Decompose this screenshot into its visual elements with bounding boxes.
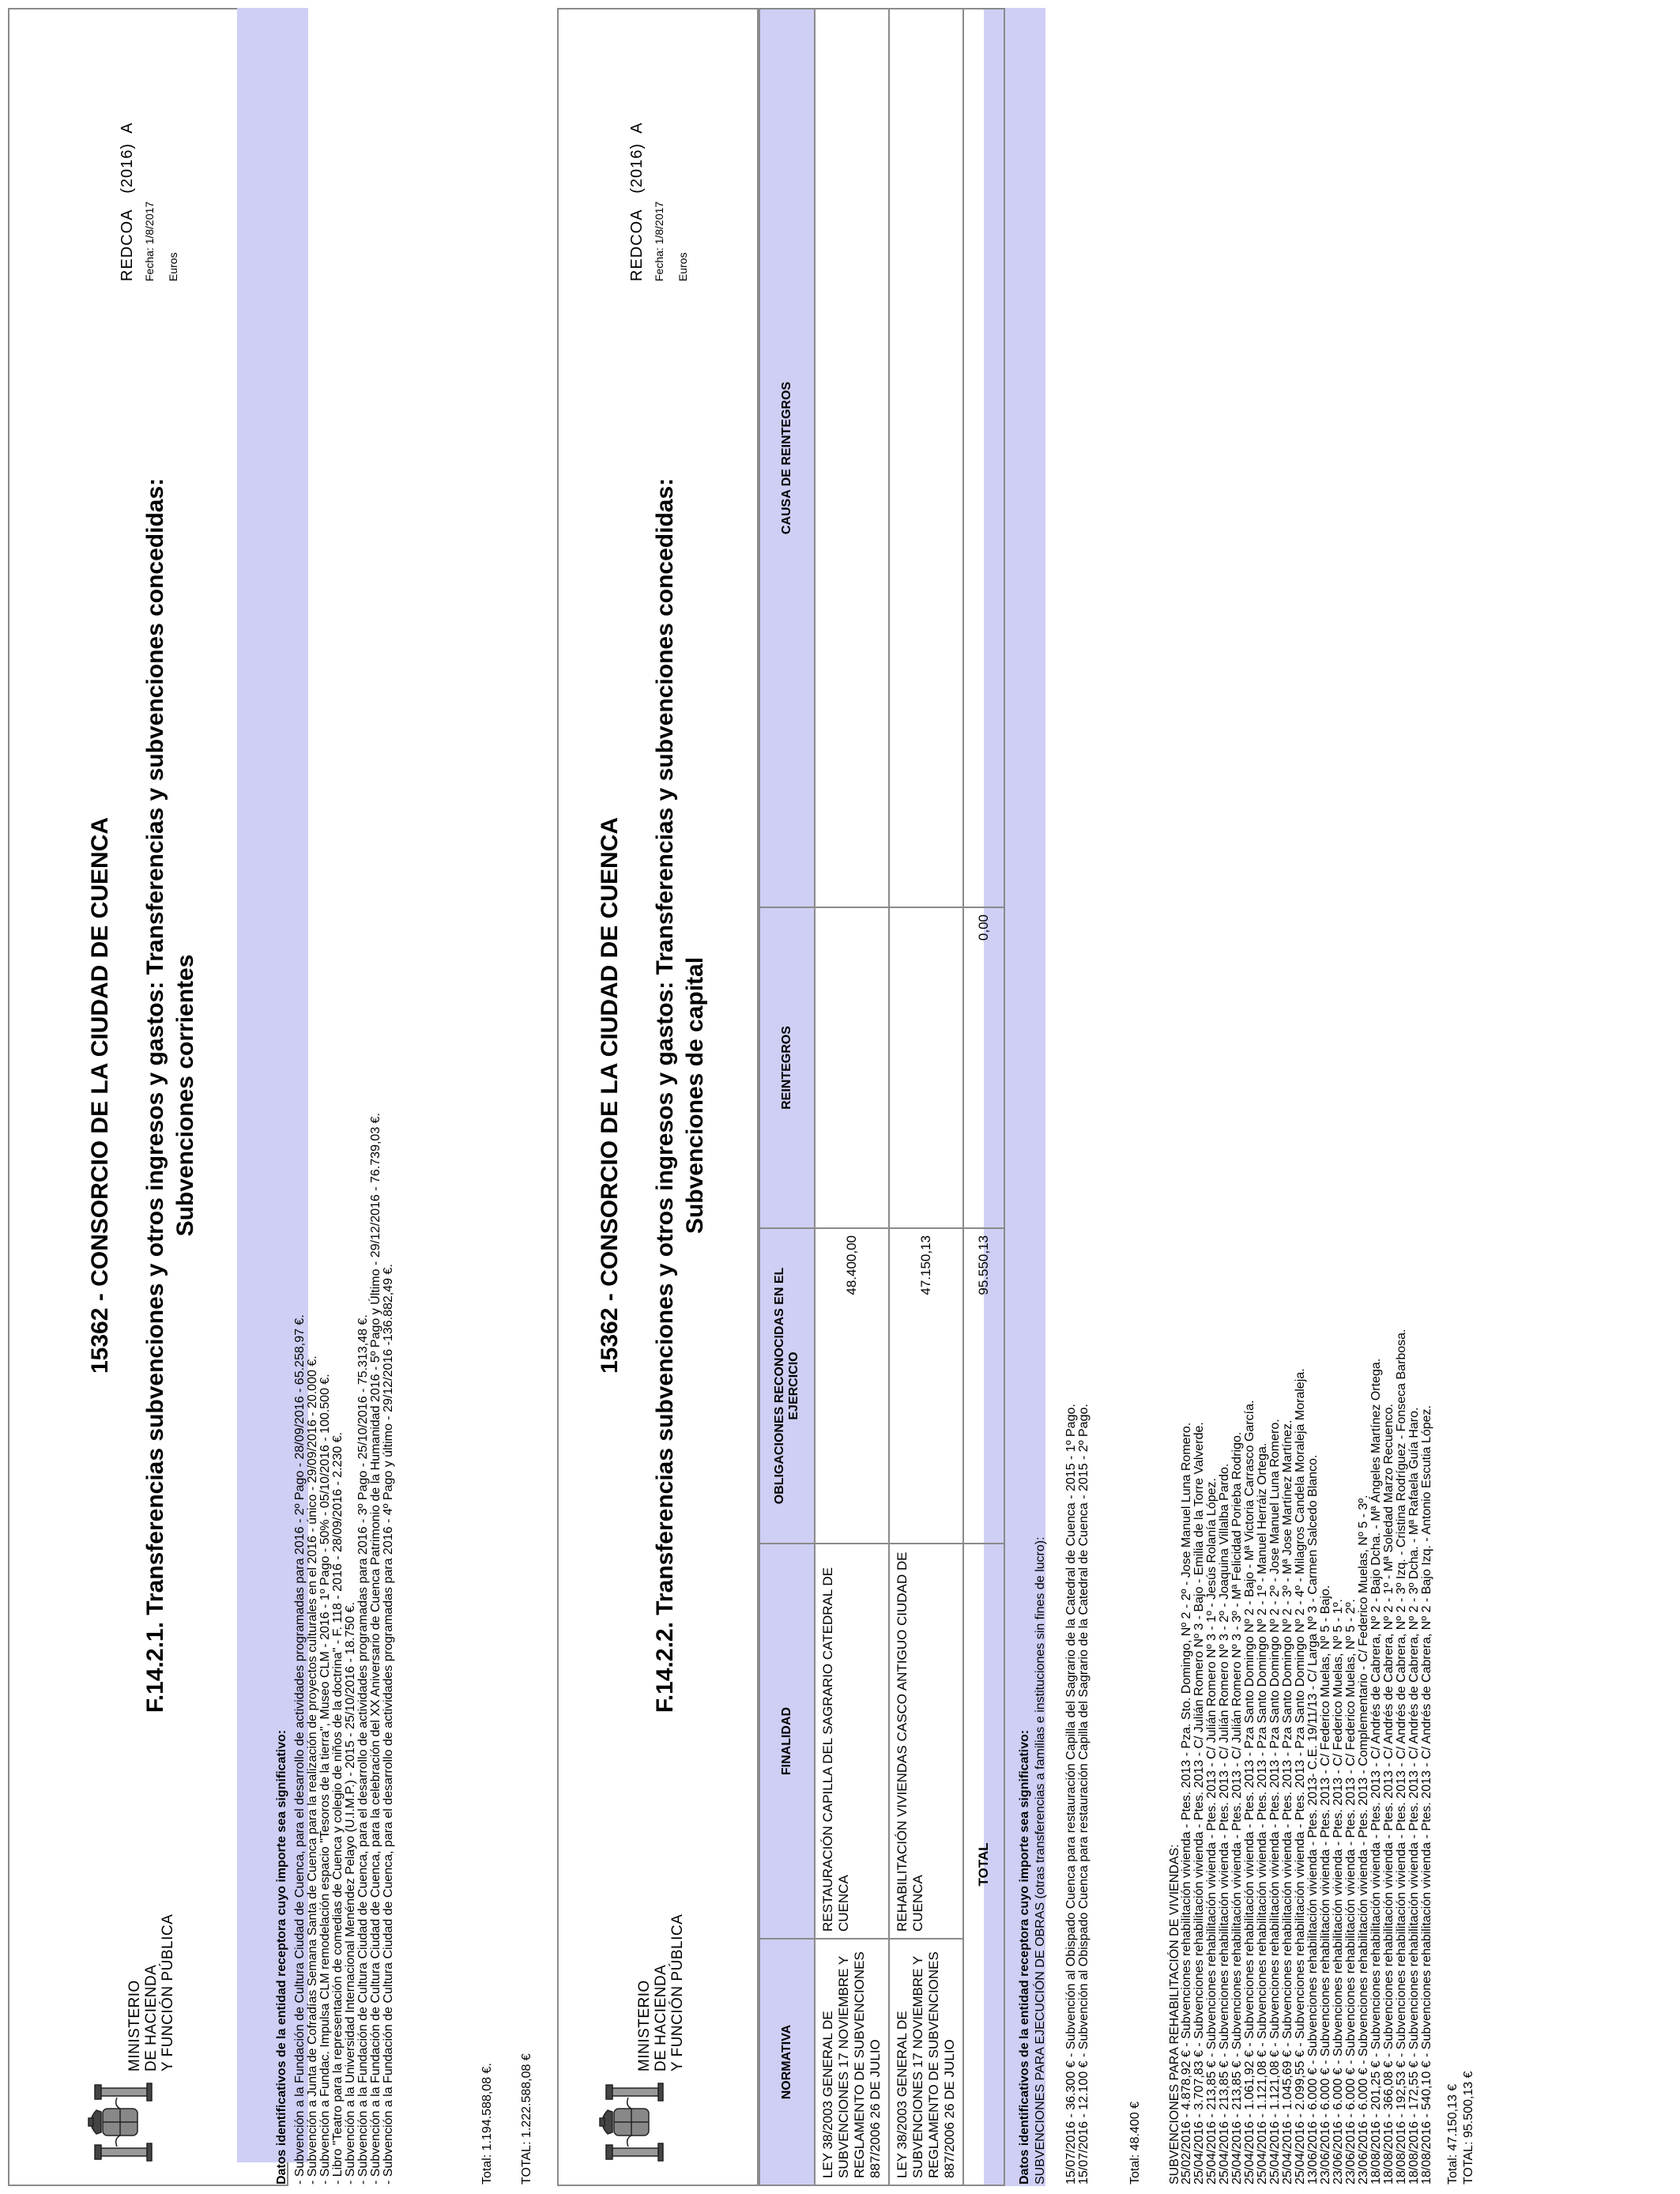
total-reintegros: 0,00 — [963, 907, 1004, 1228]
cell-obligaciones: 48.400,00 — [815, 1228, 889, 1544]
section1-item: - Subvención a la Universidad Internacional Menéndez Pelayo (U.I.M.P.) - 2015 - 25/10/2016 - 18.750 €. — [344, 1601, 357, 2185]
section1-grand-total: TOTAL: 1.222.588,08 € — [520, 2053, 533, 2185]
total-label: TOTAL — [963, 1544, 1004, 2185]
section2-receptor-heading: Datos identificativos de la entidad receptora cuyo importe sea significativo: — [1018, 1729, 1031, 2185]
section2-title-line2: Subvenciones de capital — [682, 956, 708, 1235]
viviendas-item: 18/08/2016 - 201,25 € - Subvenciones rehabilitación vivienda - Ptes. 2013 - C/ Andrés de Cabrera, Nº 2 - Bajo Dcha. - Mª Ángeles Martínez Ortega. — [1369, 1358, 1383, 2185]
section1-code: REDCOA — [119, 209, 136, 281]
section2-viviendas-heading: SUBVENCIONES PARA REHABILITACIÓN DE VIVIENDAS: — [1168, 1844, 1181, 2185]
section2-obras-items — [1065, 1404, 1090, 2185]
subvenciones-capital-table — [759, 8, 1005, 2186]
cell-reintegros — [815, 907, 889, 1228]
spain-coat-of-arms-icon — [85, 2079, 156, 2166]
ministry-line-3: Y FUNCIÓN PÚBLICA — [669, 1913, 686, 2071]
ministry-name — [126, 1914, 176, 2071]
section2-code-line — [628, 123, 646, 281]
viviendas-item: 18/08/2016 - 540,10 € - Subvenciones rehabilitación vivienda - Ptes. 2013 - C/ Andrés de Cabrera, Nº 2 - Bajo Izq. - Antonio Escutia López. — [1420, 1405, 1433, 2185]
table-row — [889, 9, 963, 2185]
viviendas-item: 13/06/2016 - 6.000 € - Subvenciones rehabilitación vivienda - Ptes. 2013- C.E. 19/11/13 - C/ Larga Nº 3 - Carmen Salcedo Blanco. — [1306, 1454, 1320, 2185]
section2-viviendas-total: Total: 47.150,13 € — [1446, 2083, 1460, 2185]
col-obligaciones: OBLIGACIONES RECONOCIDAS EN EL EJERCICIO — [759, 1228, 815, 1544]
section2-obras-total: Total: 48.400 € — [1128, 2102, 1142, 2185]
section1-title-line1: F.14.2.1. Transferencias subvenciones y otros ingresos y gastos: Transferencias y subvenciones concedidas: — [142, 477, 168, 1713]
col-finalidad: FINALIDAD — [759, 1544, 815, 1939]
ministry-line-1: MINISTERIO — [636, 1980, 653, 2071]
section2-meta — [628, 123, 691, 281]
table-total-row — [963, 9, 1004, 2185]
col-normativa: NORMATIVA — [759, 1939, 815, 2185]
viviendas-item: 25/04/2016 - 1.061,92 € - Subvenciones rehabilitación vivienda - Ptes. 2013 - Pza Santo Domingo Nº 2 - Bajo - Mª Victoria Carrasco García. — [1243, 1400, 1256, 2185]
viviendas-item: 23/06/2016 - 6.000 € - Subvenciones rehabilitación vivienda - Ptes. 2013 - C/ Federico Muelas, Nº 5 - 1º. — [1332, 1599, 1345, 2185]
section2-title — [650, 368, 710, 1823]
viviendas-item: 18/08/2016 - 192,53 € - Subvenciones rehabilitación vivienda - Ptes. 2013 - C/ Andrés de Cabrera, Nº 2 - 3º Izq. - Cristina Rodríguez - Fonseca Barbosa. — [1395, 1329, 1408, 2185]
section1-title — [141, 368, 201, 1823]
cell-finalidad: RESTAURACIÓN CAPILLA DEL SAGRARIO CATEDRAL DE CUENCA — [815, 1544, 889, 1939]
ministry-name — [636, 1914, 686, 2071]
section2-fecha: Fecha: 1/8/2017 — [653, 201, 665, 281]
col-reintegros: REINTEGROS — [759, 907, 815, 1228]
ministry-line-3: Y FUNCIÓN PÚBLICA — [160, 1913, 176, 2071]
section1-item: - Subvención a la Fundación de Cultura Ciudad de Cuenca, para el desarrollo de actividades programadas para 2016 - 3º Pago - 25/10/2016 - 75.313,48 €. — [356, 1314, 370, 2185]
section2-org-title: 15362 - CONSORCIO DE LA CIUDAD DE CUENCA — [597, 817, 623, 1374]
section1-item: - Subvención a Junta de Cofradías Semana Santa de Cuenca para la realización de proyectos culturales en el 2016 - único - 29/09/2016 - 20.000 €. — [306, 1355, 319, 2185]
cell-reintegros — [889, 907, 963, 1228]
section1-year: (2016) — [119, 142, 136, 194]
ministry-line-2: DE HACIENDA — [143, 1964, 160, 2071]
cell-finalidad: REHABILITACIÓN VIVIENDAS CASCO ANTIGUO CIUDAD DE CUENCA — [889, 1544, 963, 1939]
total-obligaciones: 95.550,13 — [963, 1228, 1004, 1544]
section1-item: - Subvención a la Fundación de Cultura Ciudad de Cuenca, para el desarrollo de actividades programadas para 2016 - 2º Pago - 28/09/2016 - 65.258,97 €. — [293, 1314, 307, 2185]
col-causa: CAUSA DE REINTEGROS — [759, 9, 815, 907]
table-row — [815, 9, 889, 2185]
viviendas-item: 23/06/2016 - 6.000 € - Subvenciones rehabilitación vivienda - Ptes. 2013 - Complementario - C/ Federico Muelas, Nº 5 - 3º. — [1357, 1495, 1370, 2185]
section1-total: Total: 1.194.588,08 €. — [480, 2063, 494, 2185]
section1-title-line2: Subvenciones corrientes — [172, 954, 198, 1237]
section2-year: (2016) — [628, 142, 646, 194]
section2-variant: A — [628, 122, 646, 134]
viviendas-item: 25/04/2016 - 1.121,08 € - Subvenciones rehabilitación vivienda - Ptes. 2013 - Pza Santo Domingo Nº 2 - 2º - Jose Manuel Luna Romero. — [1268, 1419, 1282, 2185]
viviendas-item: 25/04/2016 - 2.099,55 € - Subvenciones rehabilitación vivienda - Ptes. 2013 - Pza Santo Domingo Nº 2 - 4º - Milagros Candela Moraleja Moraleja. — [1294, 1368, 1307, 2185]
section1-code-line — [119, 123, 136, 281]
section1-item: - Subvención a la Fundación de Cultura Ciudad de Cuenca, para la celebración del XX Aniversario de Cuenca Patrimonio de la Humanidad 2016 - 5º Pago y Último - 29/12/2016 - 76.739,03 €. — [369, 1112, 382, 2185]
viviendas-item: 18/08/2016 - 172,55 € - Subvenciones rehabilitación vivienda - Ptes. 2013 - C/ Andrés de Cabrera, Nº 2 - 3º Dcha. - Mª Rafaela Guía Haro. — [1407, 1407, 1421, 2185]
cell-obligaciones: 47.150,13 — [889, 1228, 963, 1544]
section1-receptor-heading: Datos identificativos de la entidad receptora cuyo importe sea significativo: — [275, 1729, 288, 2185]
section1-org-title: 15362 - CONSORCIO DE LA CIUDAD DE CUENCA — [87, 817, 113, 1374]
viviendas-item: 25/02/2016 - 4.878,92 € - Subvenciones rehabilitación vivienda - Ptes. 2013 - Pza. Sto. Domingo, Nº 2 - 2º - Jose Manuel Luna Romero. — [1180, 1422, 1193, 2185]
obras-item: 15/07/2016 - 36.300 € - Subvención al Obispado Cuenca para restauración Capilla del Sagrario de la Catedral de Cuenca - 2015 - 1º Pago. — [1064, 1404, 1078, 2185]
ministry-line-2: DE HACIENDA — [653, 1964, 669, 2071]
section1-unit: Euros — [167, 252, 179, 281]
section1-item: - Libro "Teatro para la representación de comedias de Cuenca y colegio de niños de la doctrina" - F. 118 - 2016 - 28/09/2016 - 2.230 €. — [331, 1431, 345, 2185]
section2-code: REDCOA — [628, 209, 646, 281]
cell-normativa: LEY 38/2003 GENERAL DE SUBVENCIONES 17 NOVIEMBRE Y REGLAMENTO DE SUBVENCIONES 887/2006 26 DE JULIO — [815, 1939, 889, 2185]
ministry-line-1: MINISTERIO — [126, 1980, 143, 2071]
cell-causa — [815, 9, 889, 907]
viviendas-item: 23/06/2016 - 6.000 € - Subvenciones rehabilitación vivienda - Ptes. 2013 - C/ Federico Muelas, Nº 5 - Bajo. — [1319, 1585, 1332, 2185]
section1-meta — [119, 123, 182, 281]
section1-variant: A — [119, 122, 136, 134]
section2-title-line1: F.14.2.2. Transferencias subvenciones y otros ingresos y gastos: Transferencias y subvenciones concedidas: — [652, 477, 678, 1713]
cell-normativa: LEY 38/2003 GENERAL DE SUBVENCIONES 17 NOVIEMBRE Y REGLAMENTO DE SUBVENCIONES 887/2006 26 DE JULIO — [889, 1939, 963, 2185]
section2-grand-total: TOTAL: 95.500,13 € — [1462, 2071, 1475, 2185]
cell-causa — [889, 9, 963, 907]
viviendas-item: 23/06/2016 - 6.000 € - Subvenciones rehabilitación vivienda - Ptes. 2013 - C/ Federico Muelas, Nº 5 - 2º. — [1344, 1599, 1358, 2185]
total-causa — [963, 9, 1004, 907]
section2-unit: Euros — [676, 252, 689, 281]
section1-item: - Subvención a la Fundación de Cultura Ciudad de Cuenca, para el desarrollo de actividades programadas para 2016 - 4º Pago y último - 29/12/2016 -136.882,49 €. — [382, 1264, 395, 2185]
viviendas-item: 25/04/2016 - 1.121,08 € - Subvenciones rehabilitación vivienda - Ptes. 2013 - Pza Santo Domingo Nº 2 - 1º - Manuel Herráiz Ortega. — [1256, 1442, 1269, 2185]
section1-items — [294, 1113, 395, 2185]
spain-coat-of-arms-icon — [597, 2079, 668, 2166]
section2-viviendas-items — [1181, 1329, 1433, 2185]
section1-fecha: Fecha: 1/8/2017 — [143, 201, 156, 281]
obras-item: 15/07/2016 - 12.100 € - Subvención al Obispado Cuenca para restauración Capilla del Sagrario de la Catedral de Cuenca - 2015 - 2º Pago. — [1077, 1404, 1090, 2185]
section2-obras-heading: SUBVENCIONES PARA EJECUCIÓN DE OBRAS (otras transferencias a familias e instituciones sin fines de lucro): — [1034, 1536, 1047, 2185]
viviendas-item: 25/04/2016 - 1.045,69 € - Subvenciones rehabilitación vivienda - Ptes. 2013 - Pza Santo Domingo Nº 2 - 3º - Mª Jose Martínez Martínez. — [1281, 1419, 1294, 2185]
viviendas-item: 25/04/2016 - 213,85 € - Subvenciones rehabilitación vivienda - Ptes. 2013 - C/ Julián Romero Nº 3 - 2º - Joaquina Villalba Pardo. — [1218, 1463, 1231, 2185]
viviendas-item: 25/04/2016 - 3.707,83 € - Subvenciones rehabilitación vivienda - Ptes. 2013 - C/ Julián Romero Nº 3 - Bajo - Emilia de la Torre Valverde. — [1192, 1422, 1206, 2185]
viviendas-item: 18/08/2016 - 366,08 € - Subvenciones rehabilitación vivienda - Ptes. 2013 - C/ Andrés de Cabrera, Nº 2 - 1º - Mª Soledad Marzo Recuenco. — [1382, 1404, 1396, 2185]
section1-item: - Subvención a Fundac. Impulsa CLM remodelación espacio "Tesoros de la tierra", Museo CLM - 2016 - 1º Pago - 50% - 05/10/2016 - 100.500 €. — [318, 1374, 332, 2185]
viviendas-item: 25/04/2016 - 213,85 € - Subvenciones rehabilitación vivienda - Ptes. 2013 - C/ Julián Romero Nº 3 - 1º - Jesús Rolanía López. — [1205, 1478, 1219, 2185]
viviendas-item: 25/04/2016 - 213,85 € - Subvenciones rehabilitación vivienda - Ptes. 2013 - C/ Julián Romero Nº 3 - 3º - Mª Felicidad Porieba Rodrigo. — [1230, 1431, 1244, 2185]
